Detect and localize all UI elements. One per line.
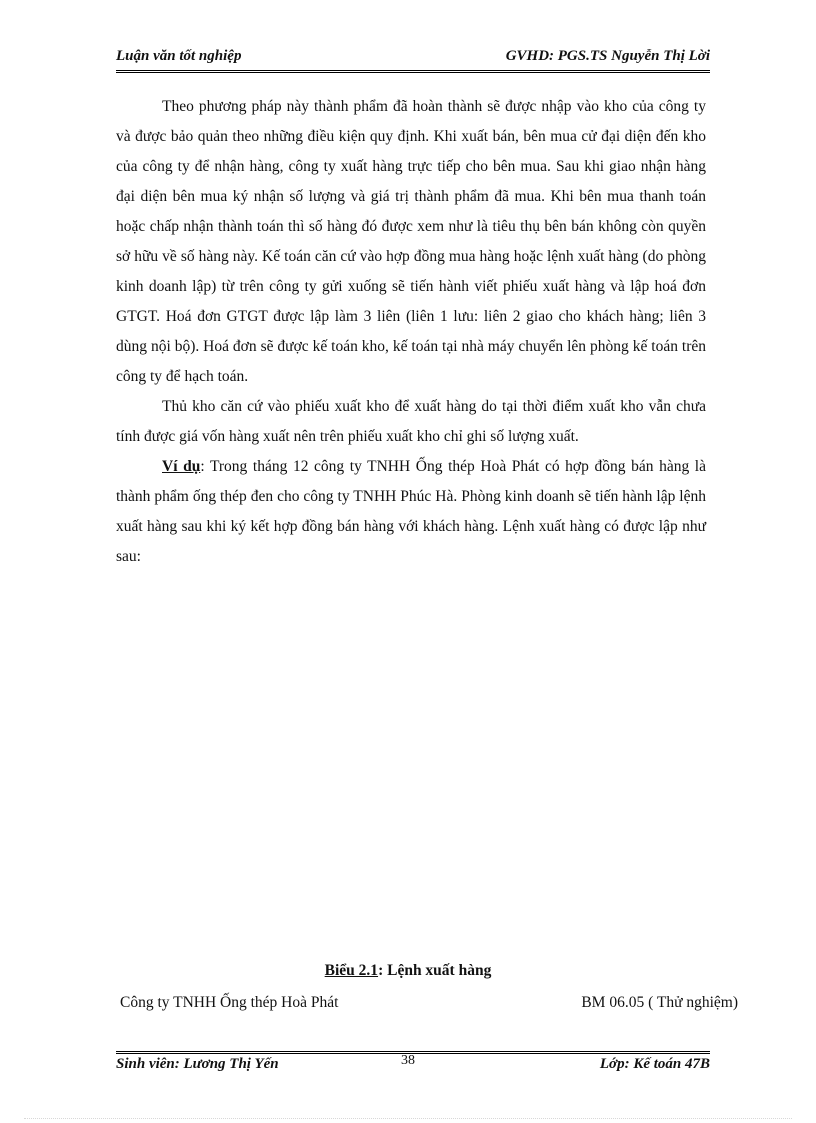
company-name: Công ty TNHH Ống thép Hoà Phát [120,994,339,1011]
caption-text: : Lệnh xuất hàng [378,962,492,979]
paragraph-2: Thủ kho căn cứ vào phiếu xuất kho để xuất hàng do tại thời điểm xuất kho vẫn chưa tính được giá vốn hàng xuất nên trên phiếu xuất kho chỉ ghi số lượng xuất. [116,398,706,445]
example-label: Ví dụ [162,458,201,475]
document-body [116,92,706,572]
caption-label: Biểu 2.1 [324,962,379,979]
header-thesis-title: Luận văn tốt nghiệp [116,48,242,64]
footer-class: Lớp: Kế toán 47B [599,1056,710,1072]
form-header-row [120,994,738,1012]
paragraph-3 [116,452,706,572]
header-supervisor: GVHD: PGS.TS Nguyễn Thị Lời [505,48,710,64]
example-text: : Trong tháng 12 công ty TNHH Ống thép Hoà Phát có hợp đồng bán hàng là thành phẩm ống thép đen cho công ty TNHH Phúc Hà. Phòng kinh doanh sẽ tiến hành lập lệnh xuất hàng sau khi ký kết hợp đồng bán hàng với khách hàng. Lệnh xuất hàng có được lập như sau: [116,458,706,565]
bottom-dotted-line [24,1118,792,1119]
header-divider [116,70,710,73]
figure-caption [0,962,816,980]
form-code: BM 06.05 ( Thử nghiệm) [581,994,738,1011]
page-header [116,48,710,65]
page-number: 38 [401,1053,415,1068]
paragraph-1: Theo phương pháp này thành phẩm đã hoàn thành sẽ được nhập vào kho của công ty và được bảo quản theo những điều kiện quy định. Khi xuất bán, bên mua cử đại diện đến kho của công ty để nhận hàng, công ty xuất hàng trực tiếp cho bên mua. Sau khi giao nhận hàng đại diện bên mua ký nhận số lượng và giá trị thành phẩm đã mua. Khi bên mua thanh toán hoặc chấp nhận thành toán thì số hàng đó được xem như là tiêu thụ bên bán không còn quyền sở hữu về số hàng này. Kế toán căn cứ vào hợp đồng mua hàng hoặc lệnh xuất hàng (do phòng kinh doanh lập) từ trên công ty gửi xuống sẽ tiến hành viết phiếu xuất hàng và lập hoá đơn GTGT. Hoá đơn GTGT được lập làm 3 liên (liên 1 lưu: liên 2 giao cho khách hàng; liên 3 dùng nội bộ). Hoá đơn sẽ được kế toán kho, kế toán tại nhà máy chuyển lên phòng kế toán trên công ty để hạch toán. [116,98,706,385]
footer-student: Sinh viên: Lương Thị Yến [116,1056,279,1072]
page-footer [116,1056,710,1073]
